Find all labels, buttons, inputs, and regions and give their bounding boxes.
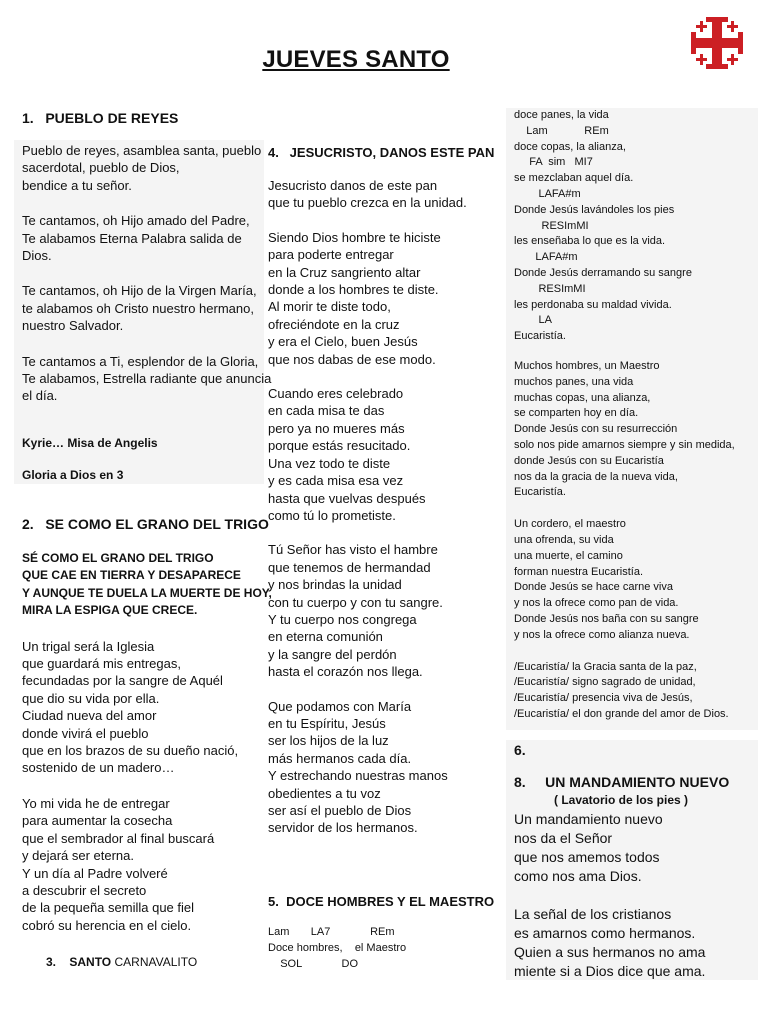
section-3-heading <box>46 955 197 969</box>
section-2-chorus: SÉ COMO EL GRANO DEL TRIGO QUE CAE EN TIERRA Y DESAPARECE Y AUNQUE TE DUELA LA MUERTE DE HOY, MIRA LA ESPIGA QUE CRECE. <box>22 551 272 618</box>
section-4-heading: 4. JESUCRISTO, DANOS ESTE PAN <box>268 145 495 160</box>
section-4-verse-5: Que podamos con María en tu Espíritu, Jesús ser los hijos de la luz más hermanos cada día. Y estrechando nuestras manos obedientes a tu voz ser así el pueblo de Dios servidor de los hermanos. <box>268 698 448 836</box>
section-4-verse-2: Siendo Dios hombre te hiciste para poderte entregar en la Cruz sangriento altar donde a los hombres te diste. Al morir te diste todo, ofreciéndote en la cruz y era el Cielo, buen Jesús que nos dabas de ese modo. <box>268 229 441 367</box>
lyric-line: doce panes, la vida <box>514 109 609 121</box>
chord-line: Lam REm <box>514 124 609 137</box>
column-1 <box>22 110 272 485</box>
section-5 <box>268 894 508 972</box>
section-8-heading: 8. UN MANDAMIENTO NUEVO <box>514 774 730 790</box>
section-8-subheading: ( Lavatorio de los pies ) <box>554 793 689 807</box>
section-1-verse-1: Pueblo de reyes, asamblea santa, pueblo sacerdotal, pueblo de Dios, bendice a tu señor. <box>22 143 262 193</box>
section-8-verse-1: Un mandamiento nuevo nos da el Señor que nos amemos todos como nos ama Dios. <box>514 811 663 885</box>
chord-line: RESImMI <box>514 219 589 232</box>
lyric-line: les perdonaba su maldad vivida. <box>514 298 672 311</box>
section-3-subtitle: CARNAVALITO <box>114 955 198 969</box>
column-3-lower <box>514 742 758 981</box>
section-6-heading: 6. <box>514 742 526 758</box>
section-5-verse-3: Un cordero, el maestro una ofrenda, su vida una muerte, el camino forman nuestra Eucaristía. Donde Jesús se hace carne viva y nos la ofrece como pan de vida. Donde Jesús nos baña con su sangre y nos la ofrece como alianza nueva. <box>514 518 699 641</box>
section-3-title: SANTO <box>69 955 112 969</box>
section-5-line-1: Doce hombres, el Maestro <box>268 941 407 954</box>
lyric-line: Donde Jesús lavándoles los pies <box>514 203 675 216</box>
section-1-verse-2: Te cantamos, oh Hijo amado del Padre, Te alabamos Eterna Palabra salida de Dios. <box>22 213 250 264</box>
section-1-verse-4: Te cantamos a Ti, esplendor de la Gloria, Te alabamos, Estrella radiante que anuncia el día. <box>22 353 272 404</box>
lyric-line: Donde Jesús derramando su sangre <box>514 266 692 279</box>
chord-line: RESImMI <box>514 282 586 295</box>
section-1-heading: 1. PUEBLO DE REYES <box>22 110 179 126</box>
lyric-line: doce copas, la alianza, <box>514 140 626 153</box>
column-3 <box>514 108 758 723</box>
column-2 <box>268 145 498 837</box>
lyric-line: Eucaristía. <box>514 330 566 343</box>
section-2-verse-1: Un trigal será la Iglesia que guardará mis entregas, fecundadas por la sangre de Aquél que dio su vida por ella. Ciudad nueva del amor donde vivirá el pueblo que en los brazos de su dueño nació, sostenido de un madero… <box>22 638 239 776</box>
gloria-note: Gloria a Dios en 3 <box>22 468 124 483</box>
chord-line: LA <box>514 314 552 327</box>
section-2-verse-2: Yo mi vida he de entregar para aumentar la cosecha que el sembrador al final buscará y dejará ser eterna. Y un día al Padre volveré a descubrir el secreto de la pequeña semilla que fiel cobró su herencia en el cielo. <box>22 795 215 933</box>
kyrie-note: Kyrie… Misa de Angelis <box>22 435 158 450</box>
section-4-verse-1: Jesucristo danos de este pan que tu pueblo crezca en la unidad. <box>268 178 467 211</box>
section-4-verse-4: Tú Señor has visto el hambre que tenemos de hermandad y nos brindas la unidad con tu cuerpo y con tu sangre. Y tu cuerpo nos congrega en eterna comunión y la sangre del perdón hasta el corazón nos llega. <box>268 542 443 680</box>
section-3-number: 3. <box>46 955 57 969</box>
chord-line: LAFA#m <box>514 251 578 264</box>
section-8-verse-2: La señal de los cristianos es amarnos como hermanos. Quien a sus hermanos no ama miente si a Dios dice que ama. <box>514 906 706 980</box>
lyric-line: les enseñaba lo que es la vida. <box>514 235 666 248</box>
section-5-continued <box>514 108 758 345</box>
jerusalem-cross-icon <box>688 14 746 72</box>
lyric-line: se mezclaban aquel día. <box>514 172 634 185</box>
section-2-heading: 2. SE COMO EL GRANO DEL TRIGO <box>22 516 269 532</box>
page-title: JUEVES SANTO <box>262 46 450 73</box>
chord-line: LAFA#m <box>514 187 581 200</box>
section-5-chords-2: SOL DO <box>268 957 359 970</box>
section-5-heading: 5. DOCE HOMBRES Y EL MAESTRO <box>268 894 495 909</box>
section-4-verse-3: Cuando eres celebrado en cada misa te das pero ya no mueres más porque estás resucitado. Una vez todo te diste y es cada misa esa vez hasta que vuelvas después como tú lo prometiste. <box>268 386 426 523</box>
column-1-lower <box>22 516 272 934</box>
section-5-verse-2: Muchos hombres, un Maestro muchos panes, una vida muchas copas, una alianza, se comparten hoy en día. Donde Jesús con su resurrección solo nos pide amarnos siempre y sin medida, donde Jesús con su Eucaristía nos da la gracia de la nueva vida, Eucaristía. <box>514 359 735 499</box>
section-1-verse-3: Te cantamos, oh Hijo de la Virgen María, te alabamos oh Cristo nuestro hermano, nuestro Salvador. <box>22 283 257 334</box>
section-5-chords-1: Lam LA7 REm <box>268 926 395 938</box>
chord-line: FA sim MI7 <box>514 156 593 169</box>
section-5-refrain: /Eucaristía/ la Gracia santa de la paz, /Eucaristía/ signo sagrado de unidad, /Eucaristía/ presencia viva de Jesús, /Eucaristía/ el don grande del amor de Dios. <box>514 660 729 720</box>
